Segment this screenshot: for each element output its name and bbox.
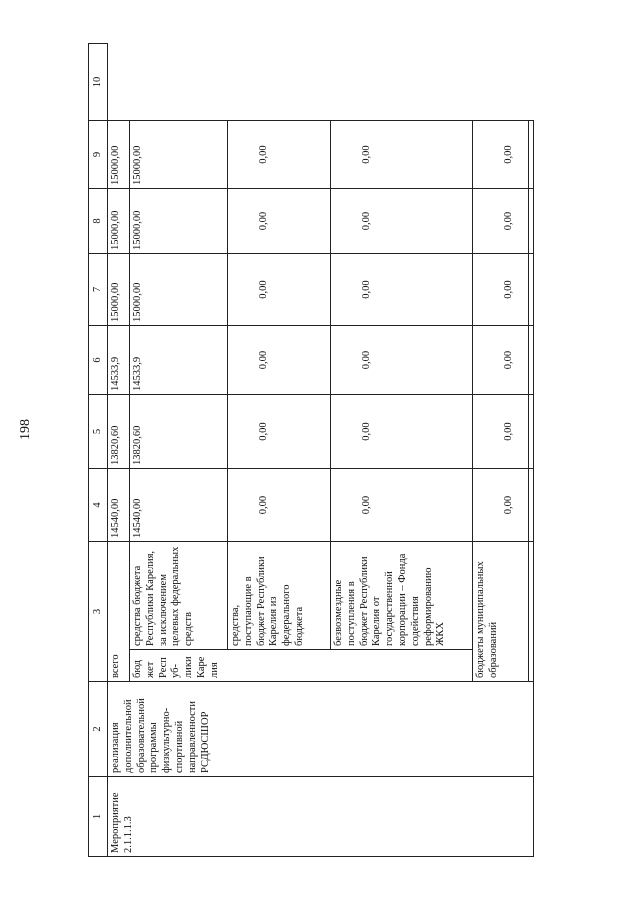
row-value: 15000,00 (130, 121, 228, 189)
empty-cell (529, 542, 534, 682)
municipal-value: 0,00 (473, 254, 529, 326)
municipal-value: 0,00 (473, 469, 529, 542)
col-number-1: 1 (89, 777, 108, 857)
municipal-value: 0,00 (473, 395, 529, 469)
total-value: 14540,00 (108, 469, 130, 542)
empty-cell (529, 395, 534, 469)
row-value: 0,00 (228, 121, 331, 189)
row-value: 0,00 (228, 395, 331, 469)
empty-cell (529, 254, 534, 326)
empty-cell (529, 469, 534, 542)
col-number-4: 4 (89, 469, 108, 542)
empty-cell (529, 121, 534, 189)
col-number-3: 3 (89, 542, 108, 682)
row-value: 0,00 (331, 326, 473, 395)
page-number: 198 (18, 419, 33, 440)
col-number-5: 5 (89, 395, 108, 469)
row-value: 0,00 (228, 189, 331, 254)
row-value: 0,00 (331, 121, 473, 189)
row-value: 0,00 (228, 254, 331, 326)
municipal-value: 0,00 (473, 189, 529, 254)
col-number-6: 6 (89, 326, 108, 395)
col-number-2: 2 (89, 682, 108, 777)
municipal-label: бюджеты муниципальных образований (473, 542, 529, 682)
col-number-9: 9 (89, 121, 108, 189)
col-number-7: 7 (89, 254, 108, 326)
event-id: Мероприятие 2.1.1.1.3 (108, 777, 534, 857)
col-number-10: 10 (89, 44, 108, 121)
rotated-table-wrapper (88, 44, 529, 857)
col-number-8: 8 (89, 189, 108, 254)
row-label: средства, поступающие в бюджет Республики Карелия из федерального бюджета (228, 542, 331, 650)
row-value: 14540,00 (130, 469, 228, 542)
header-row (89, 44, 108, 857)
empty-cell (529, 326, 534, 395)
row-value: 15000,00 (130, 254, 228, 326)
total-value: 15000,00 (108, 254, 130, 326)
total-value: 15000,00 (108, 189, 130, 254)
row-label: безвозмездные поступления в бюджет Республики Карелия от государственной корпорации – Фонда содействия реформированию ЖКХ (331, 542, 473, 650)
total-value: 14533,9 (108, 326, 130, 395)
budget-table (88, 43, 534, 857)
municipal-value: 0,00 (473, 326, 529, 395)
row-value: 0,00 (228, 326, 331, 395)
row-value: 0,00 (331, 254, 473, 326)
row-value: 14533,9 (130, 326, 228, 395)
row-value: 0,00 (331, 469, 473, 542)
row-value: 0,00 (331, 189, 473, 254)
total-row (108, 44, 130, 857)
total-label: всего (108, 542, 130, 682)
event-name: реализация дополнительной образовательной программы физкультурно-спортивной направленности РСДЮСШОР (108, 682, 534, 777)
total-value: 15000,00 (108, 121, 130, 189)
row-label: средства бюджета Республики Карелия, за исключением целевых федеральных средств (130, 542, 228, 650)
row-value: 0,00 (228, 469, 331, 542)
row-value: 15000,00 (130, 189, 228, 254)
row-value: 13820,60 (130, 395, 228, 469)
budget-label: бюджет Респуб-лики Карелия (130, 650, 473, 682)
total-value: 13820,60 (108, 395, 130, 469)
empty-cell (529, 189, 534, 254)
municipal-value: 0,00 (473, 121, 529, 189)
row-value: 0,00 (331, 395, 473, 469)
